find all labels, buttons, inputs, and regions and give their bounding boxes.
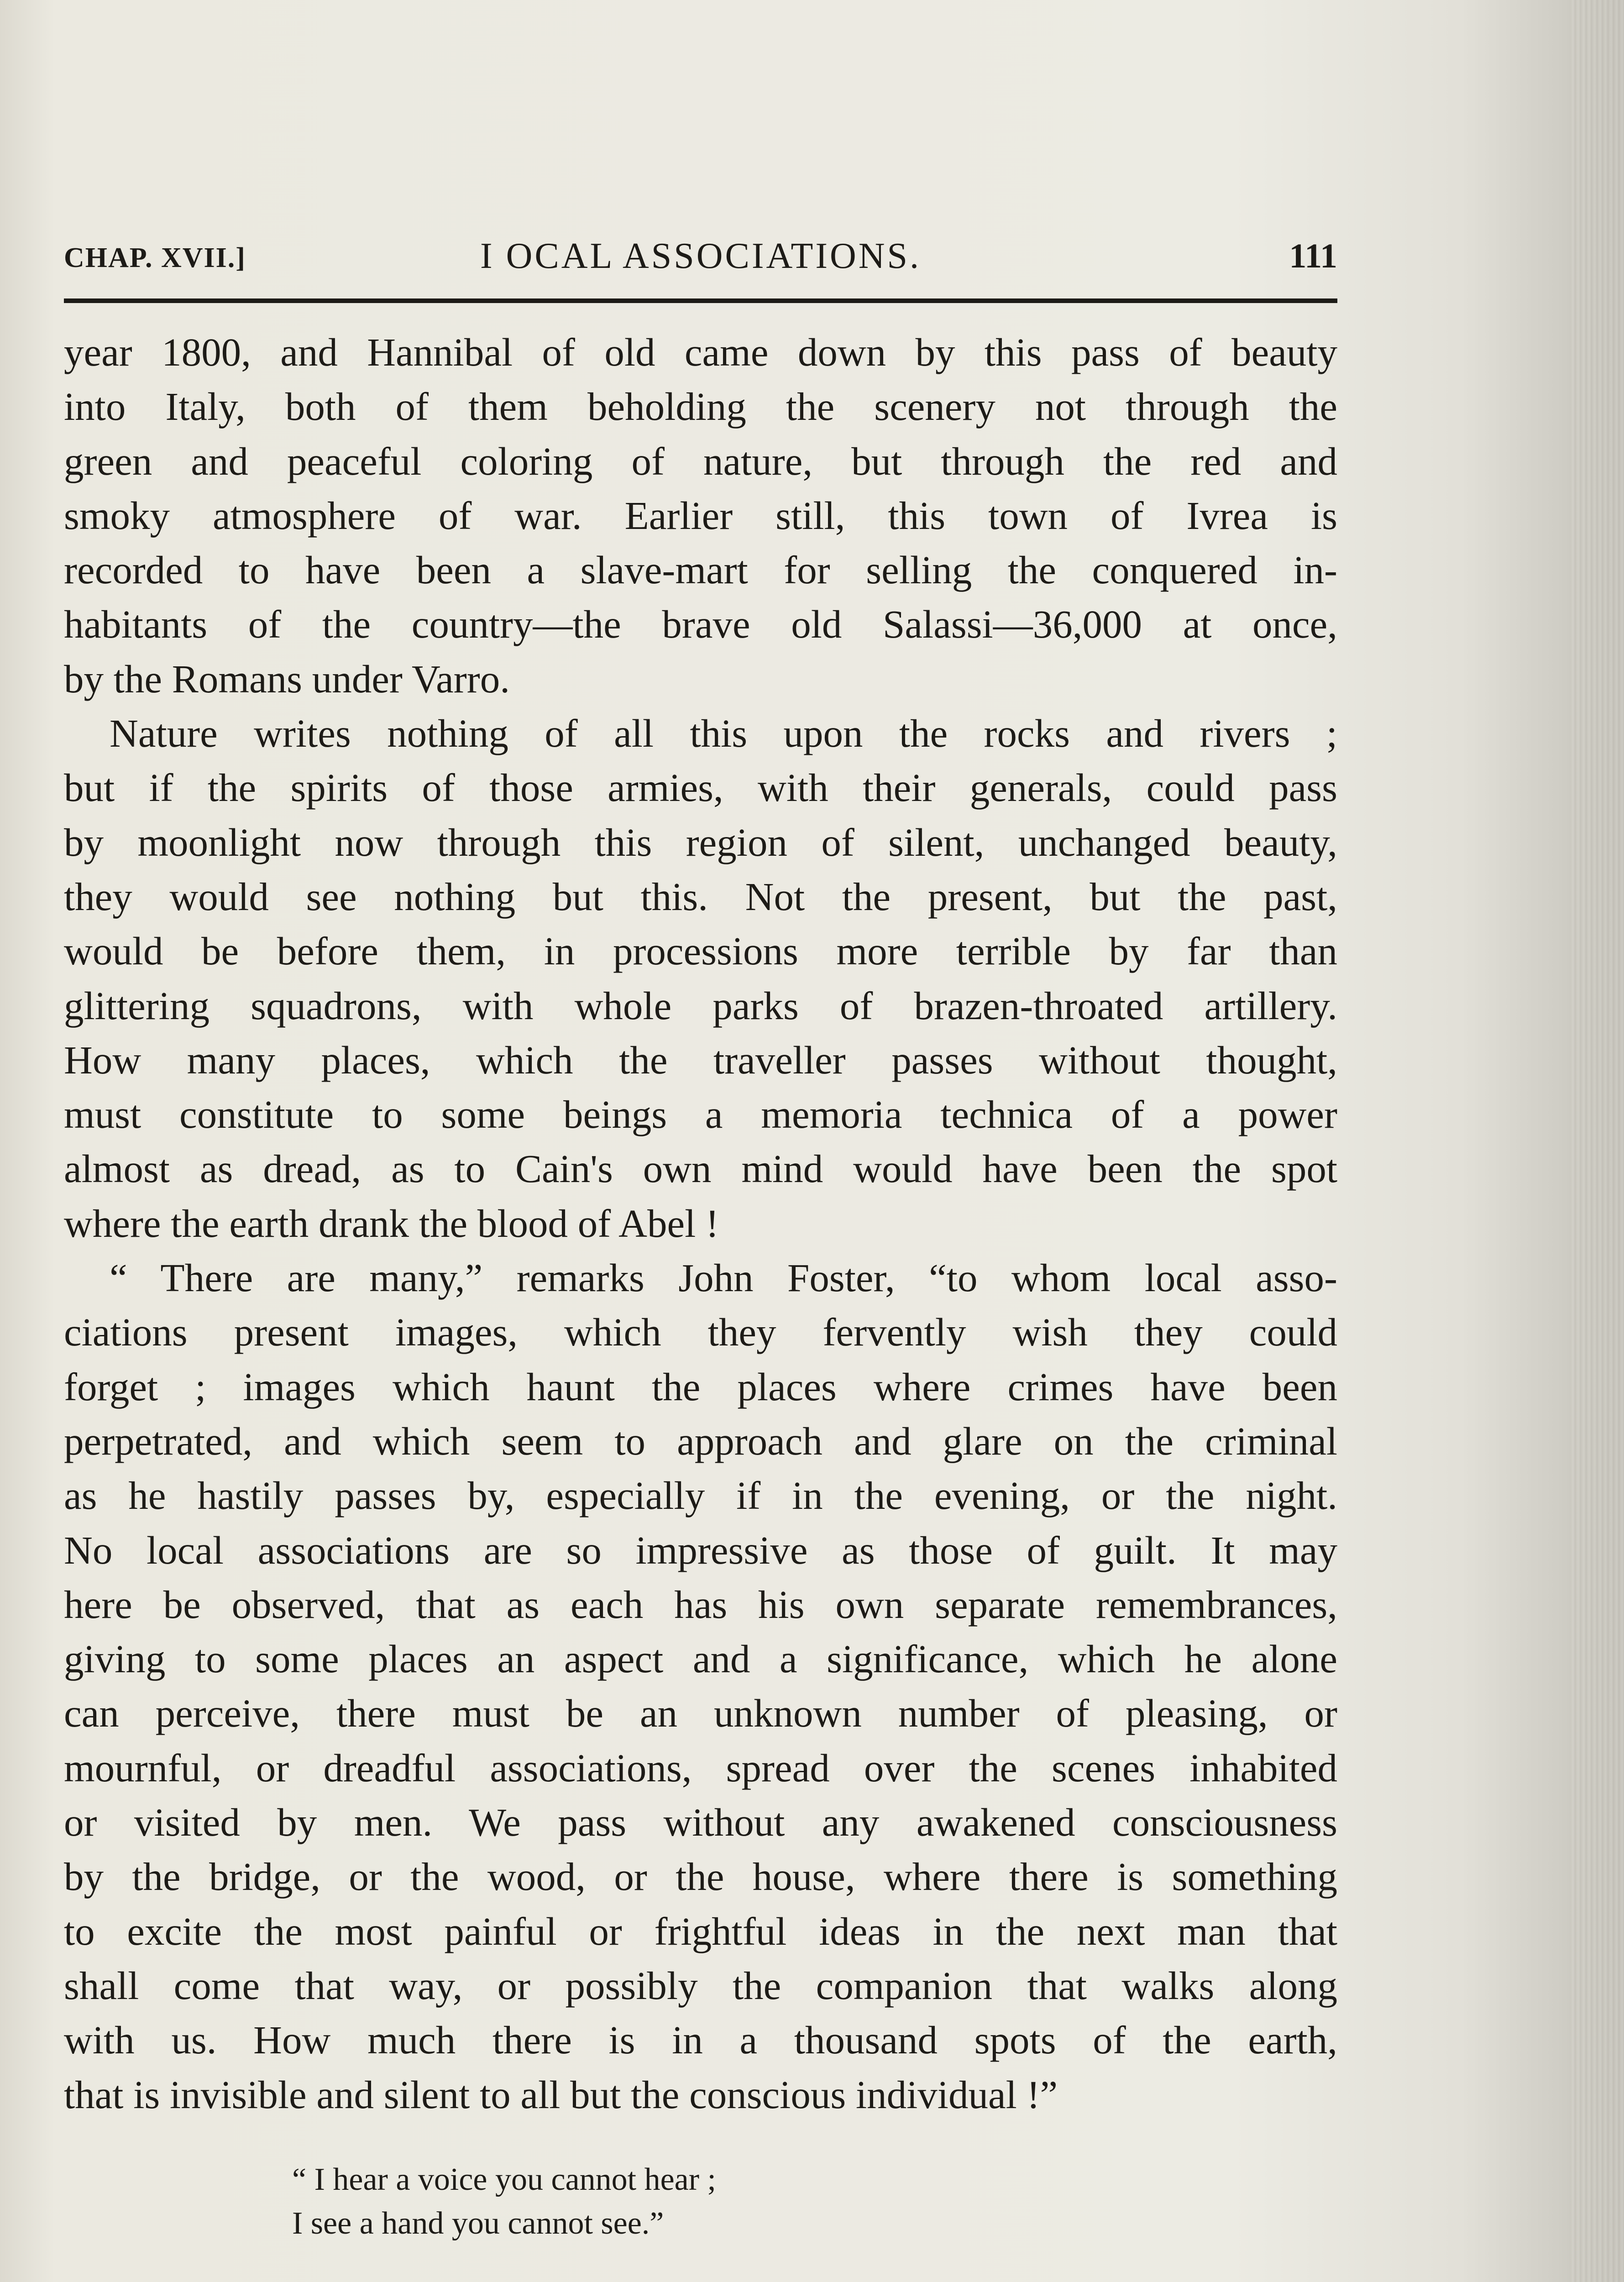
text-line: but if the spirits of those armies, with their generals, could pass — [64, 765, 1337, 810]
text-line: How many places, which the traveller passes without thought, — [64, 1037, 1337, 1082]
text-line: by the Romans under Varro. — [64, 656, 510, 701]
verse-line: “ I hear a voice you cannot hear ; — [292, 2162, 716, 2197]
text-line: smoky atmosphere of war. Earlier still, this town of Ivrea is — [64, 493, 1337, 538]
text-line: or visited by men. We pass without any awakened consciousness — [64, 1800, 1337, 1845]
text-line: by moonlight now through this region of silent, unchanged beauty, — [64, 820, 1337, 864]
text-line: habitants of the country—the brave old Salassi—36,000 at once, — [64, 602, 1337, 647]
text-line: can perceive, there must be an unknown number of pleasing, or — [64, 1691, 1337, 1736]
text-line: as he hastily passes by, especially if in the evening, or the night. — [64, 1473, 1337, 1518]
text-line: with us. How much there is in a thousand spots of the earth, — [64, 2018, 1337, 2062]
text-line: almost as dread, as to Cain's own mind would have been the spot — [64, 1146, 1337, 1191]
text-line: forget ; images which haunt the places where crimes have been — [64, 1364, 1337, 1409]
text-line: would be before them, in processions more terrible by far than — [64, 929, 1337, 974]
text-line: “ There are many,” remarks John Foster, “to whom local asso- — [110, 1256, 1337, 1300]
text-line: Nature writes nothing of all this upon the rocks and rivers ; — [110, 711, 1337, 756]
text-line: they would see nothing but this. Not the present, but the past, — [64, 874, 1337, 919]
running-title: I OCAL ASSOCIATIONS. — [480, 236, 921, 276]
text-line: recorded to have been a slave-mart for selling the conquered in- — [64, 548, 1337, 592]
text-line: that is invisible and silent to all but the conscious individual !” — [64, 2072, 1058, 2117]
verse-quotation — [292, 2158, 1114, 2245]
text-line: here be observed, that as each has his own separate remembrances, — [64, 1582, 1337, 1627]
text-line: No local associations are so impressive as those of guilt. It may — [64, 1528, 1337, 1572]
text-line: into Italy, both of them beholding the scenery not through the — [64, 384, 1337, 429]
body-text — [64, 325, 1337, 2122]
text-line: perpetrated, and which seem to approach and glare on the criminal — [64, 1418, 1337, 1463]
text-line: where the earth drank the blood of Abel ! — [64, 1201, 719, 1246]
text-line: mournful, or dreadful associations, spread over the scenes inhabited — [64, 1745, 1337, 1790]
header-rule — [64, 298, 1337, 303]
text-line: year 1800, and Hannibal of old came down by this pass of beauty — [64, 330, 1337, 374]
running-header — [64, 228, 1337, 283]
verse-line: I see a hand you cannot see.” — [292, 2206, 664, 2241]
page-edge-shading — [1570, 0, 1624, 2282]
text-line: shall come that way, or possibly the companion that walks along — [64, 1963, 1337, 2008]
text-line: must constitute to some beings a memoria technica of a power — [64, 1092, 1337, 1137]
chapter-label: CHAP. XVII.] — [64, 242, 246, 273]
text-line: to excite the most painful or frightful ideas in the next man that — [64, 1909, 1337, 1953]
text-line: glittering squadrons, with whole parks of brazen-throated artillery. — [64, 983, 1337, 1028]
text-line: giving to some places an aspect and a significance, which he alone — [64, 1637, 1337, 1681]
text-line: by the bridge, or the wood, or the house, where there is something — [64, 1854, 1337, 1899]
text-line: ciations present images, which they fervently wish they could — [64, 1310, 1337, 1355]
page-number: 111 — [1289, 237, 1337, 275]
text-line: green and peaceful coloring of nature, but through the red and — [64, 439, 1337, 483]
